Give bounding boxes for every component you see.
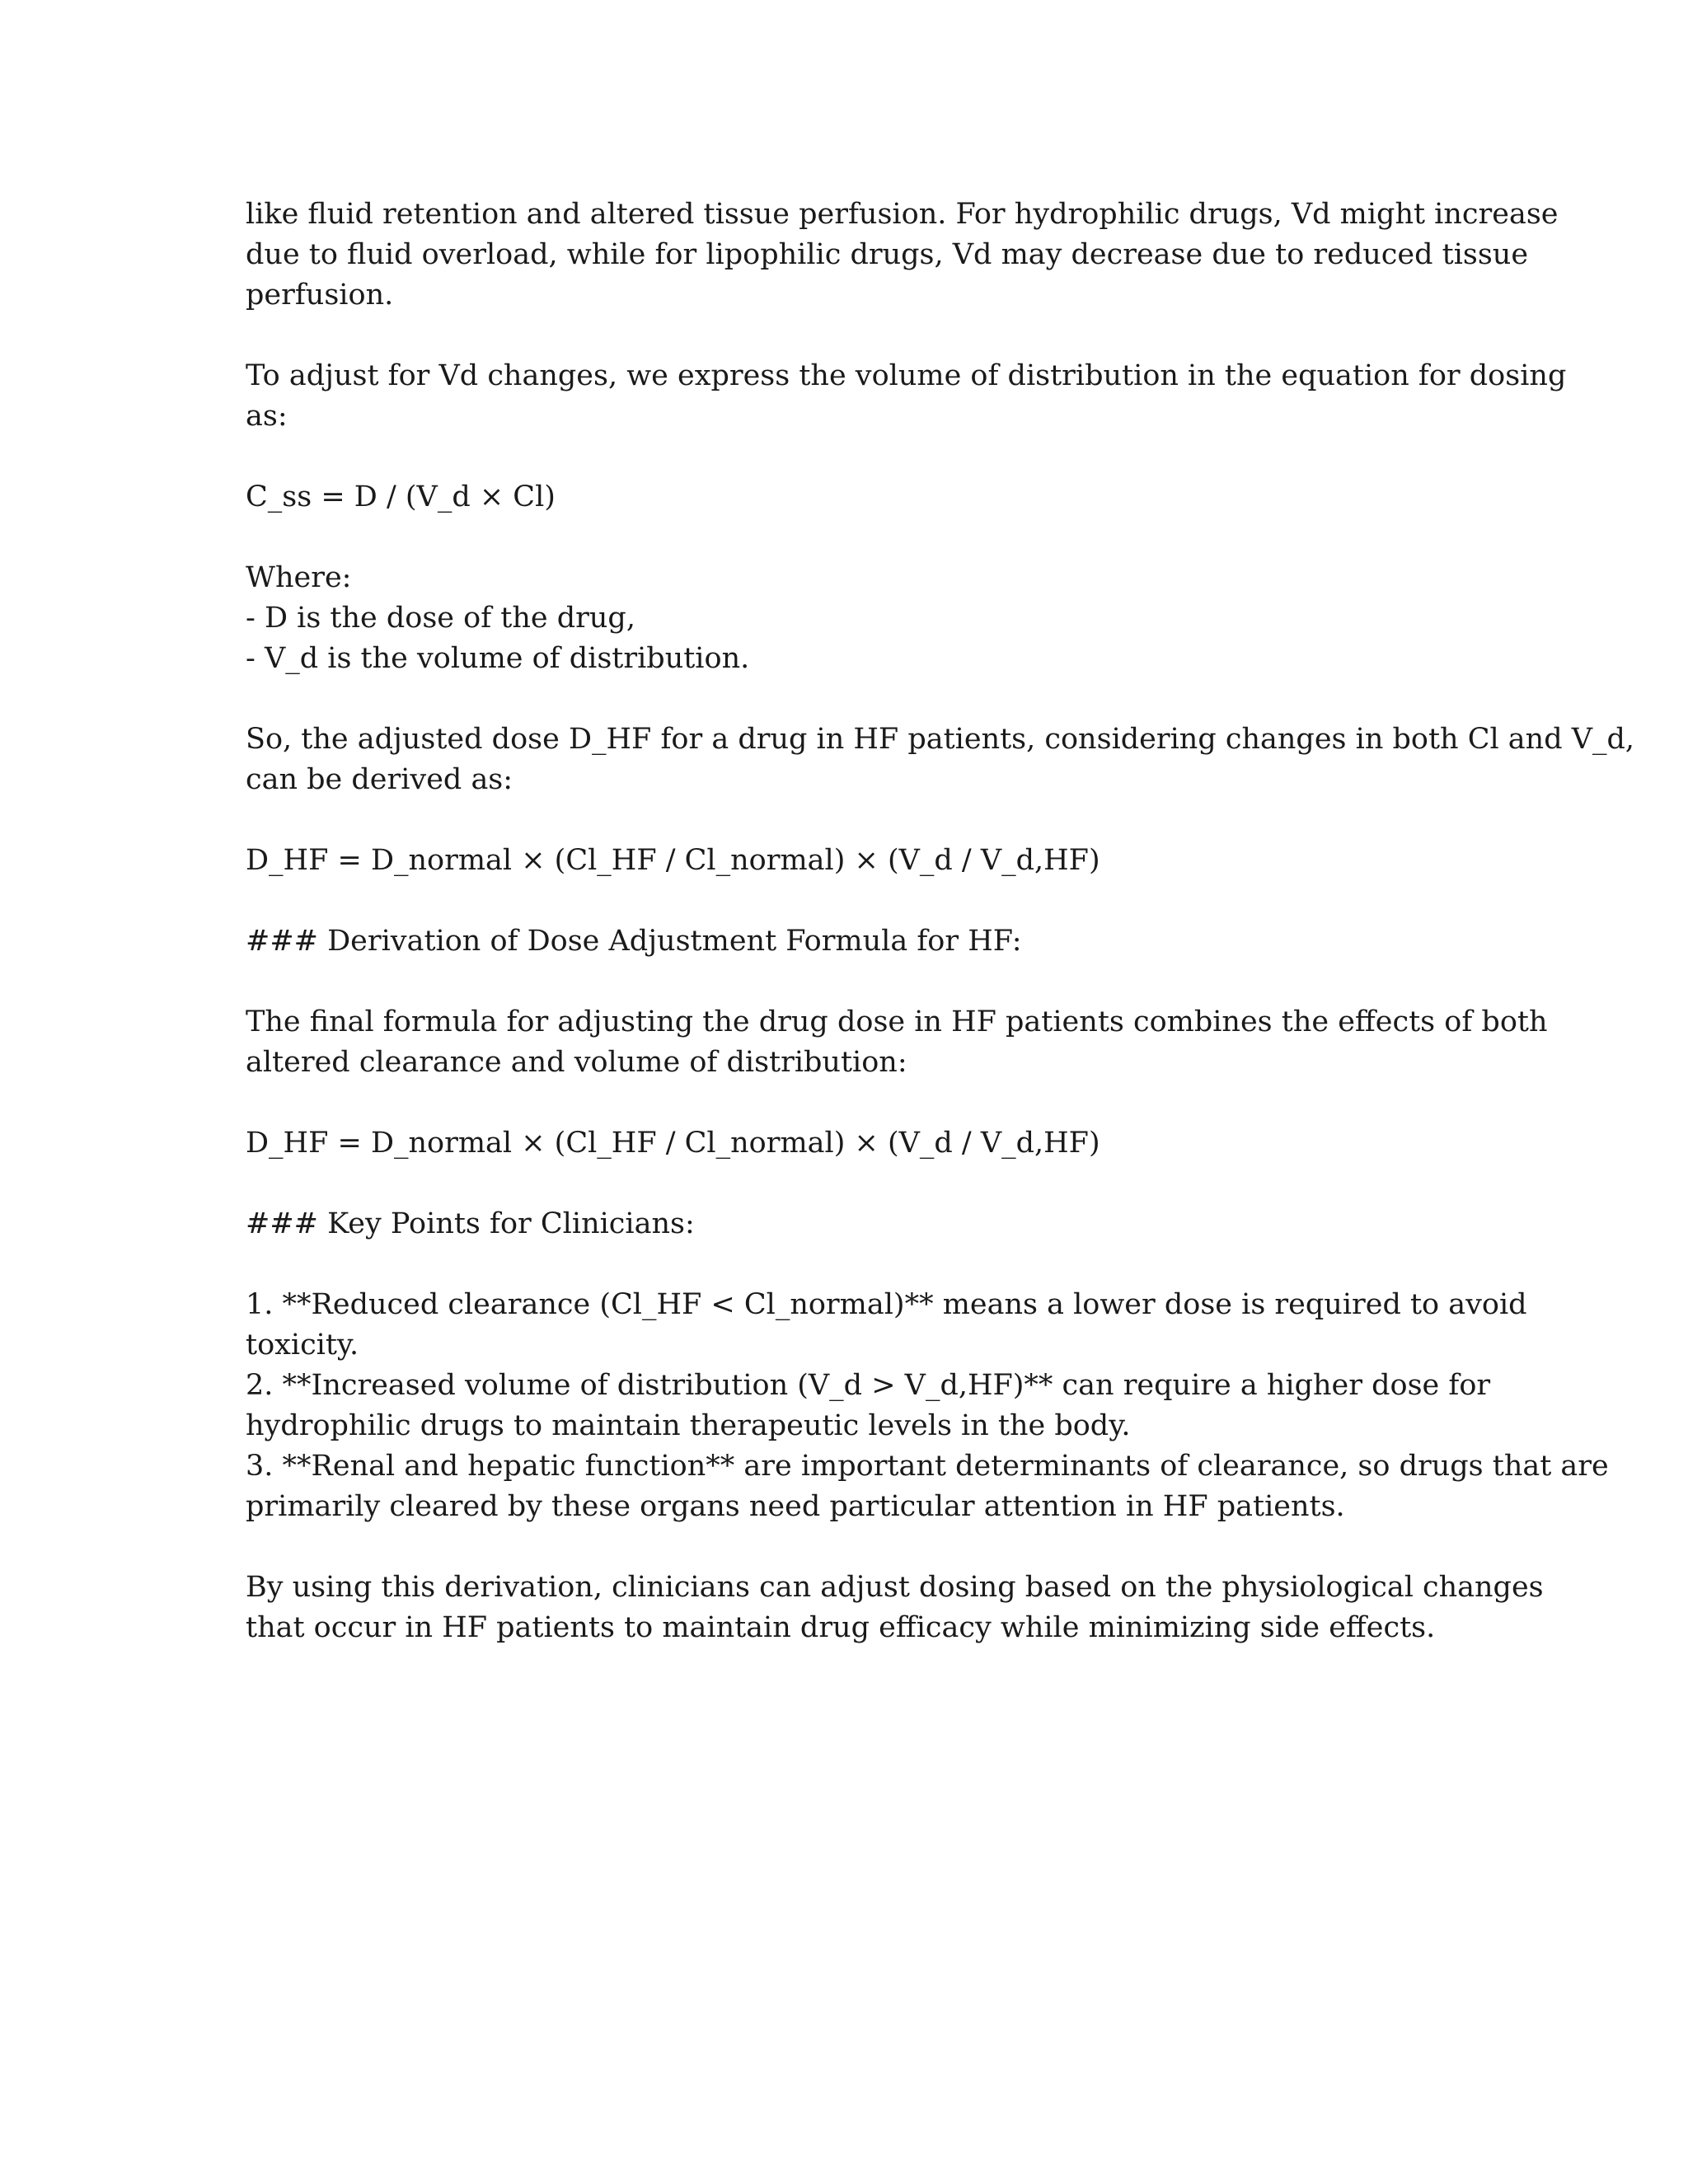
paragraph-gap	[246, 962, 1449, 1002]
paragraph-conclusion	[246, 1568, 1544, 1648]
equation-dhf-2	[246, 1123, 1449, 1164]
paragraph-gap	[246, 881, 1449, 921]
list-item: 3. **Renal and hepatic function** are important determinants of clearance, so drugs that are	[246, 1450, 1609, 1483]
equation-css	[246, 477, 1449, 518]
paragraph-intro	[246, 194, 1559, 316]
list-item: 1. **Reduced clearance (Cl_HF < Cl_normal)** means a lower dose is required to avoid	[246, 1288, 1527, 1321]
text-line: due to fluid overload, while for lipophilic drugs, Vd may decrease due to reduced tissue	[246, 238, 1529, 271]
paragraph-adjusted-dose	[246, 719, 1635, 800]
text-line: like fluid retention and altered tissue perfusion. For hydrophilic drugs, Vd might increase	[246, 198, 1559, 231]
paragraph-gap	[246, 316, 1449, 356]
list-item-continuation: toxicity.	[246, 1329, 359, 1361]
paragraph-gap	[246, 800, 1449, 841]
text-column	[246, 194, 1635, 1648]
text-line: can be derived as:	[246, 763, 513, 796]
equation-line: C_ss = D / (V_d × Cl)	[246, 480, 556, 513]
text-line: So, the adjusted dose D_HF for a drug in HF patients, considering changes in both Cl and V_d,	[246, 723, 1635, 756]
heading-derivation	[246, 921, 1449, 962]
section-heading: ### Derivation of Dose Adjustment Formula for HF:	[246, 925, 1022, 958]
list-item-continuation: hydrophilic drugs to maintain therapeutic levels in the body.	[246, 1409, 1131, 1442]
paragraph-gap	[246, 1083, 1449, 1123]
text-line: Where:	[246, 561, 352, 594]
list-item: 2. **Increased volume of distribution (V_d > V_d,HF)** can require a higher dose for	[246, 1369, 1491, 1402]
text-line: altered clearance and volume of distribution:	[246, 1046, 907, 1079]
list-item: - V_d is the volume of distribution.	[246, 642, 750, 675]
text-line: as:	[246, 400, 288, 433]
paragraph-gap	[246, 437, 1449, 477]
paragraph-gap	[246, 679, 1449, 719]
text-line: To adjust for Vd changes, we express the volume of distribution in the equation for dosing	[246, 359, 1567, 392]
equation-line: D_HF = D_normal × (Cl_HF / Cl_normal) × (V_d / V_d,HF)	[246, 1127, 1100, 1160]
section-heading: ### Key Points for Clinicians:	[246, 1207, 695, 1240]
equation-dhf-1	[246, 841, 1449, 881]
text-line: The final formula for adjusting the drug dose in HF patients combines the effects of both	[246, 1005, 1548, 1038]
heading-key-points	[246, 1204, 1449, 1244]
paragraph-vd-adjust	[246, 356, 1567, 437]
text-line: perfusion.	[246, 279, 394, 312]
paragraph-final-formula	[246, 1002, 1548, 1083]
where-block	[246, 558, 1449, 679]
text-line: By using this derivation, clinicians can adjust dosing based on the physiological changes	[246, 1571, 1544, 1604]
list-item-continuation: primarily cleared by these organs need particular attention in HF patients.	[246, 1490, 1345, 1523]
key-points-list	[246, 1285, 1609, 1527]
paragraph-gap	[246, 518, 1449, 558]
equation-line: D_HF = D_normal × (Cl_HF / Cl_normal) × (V_d / V_d,HF)	[246, 844, 1100, 877]
text-line: that occur in HF patients to maintain drug efficacy while minimizing side effects.	[246, 1611, 1436, 1644]
paragraph-gap	[246, 1164, 1449, 1204]
paragraph-gap	[246, 1527, 1449, 1568]
paragraph-gap	[246, 1244, 1449, 1285]
list-item: - D is the dose of the drug,	[246, 602, 635, 635]
